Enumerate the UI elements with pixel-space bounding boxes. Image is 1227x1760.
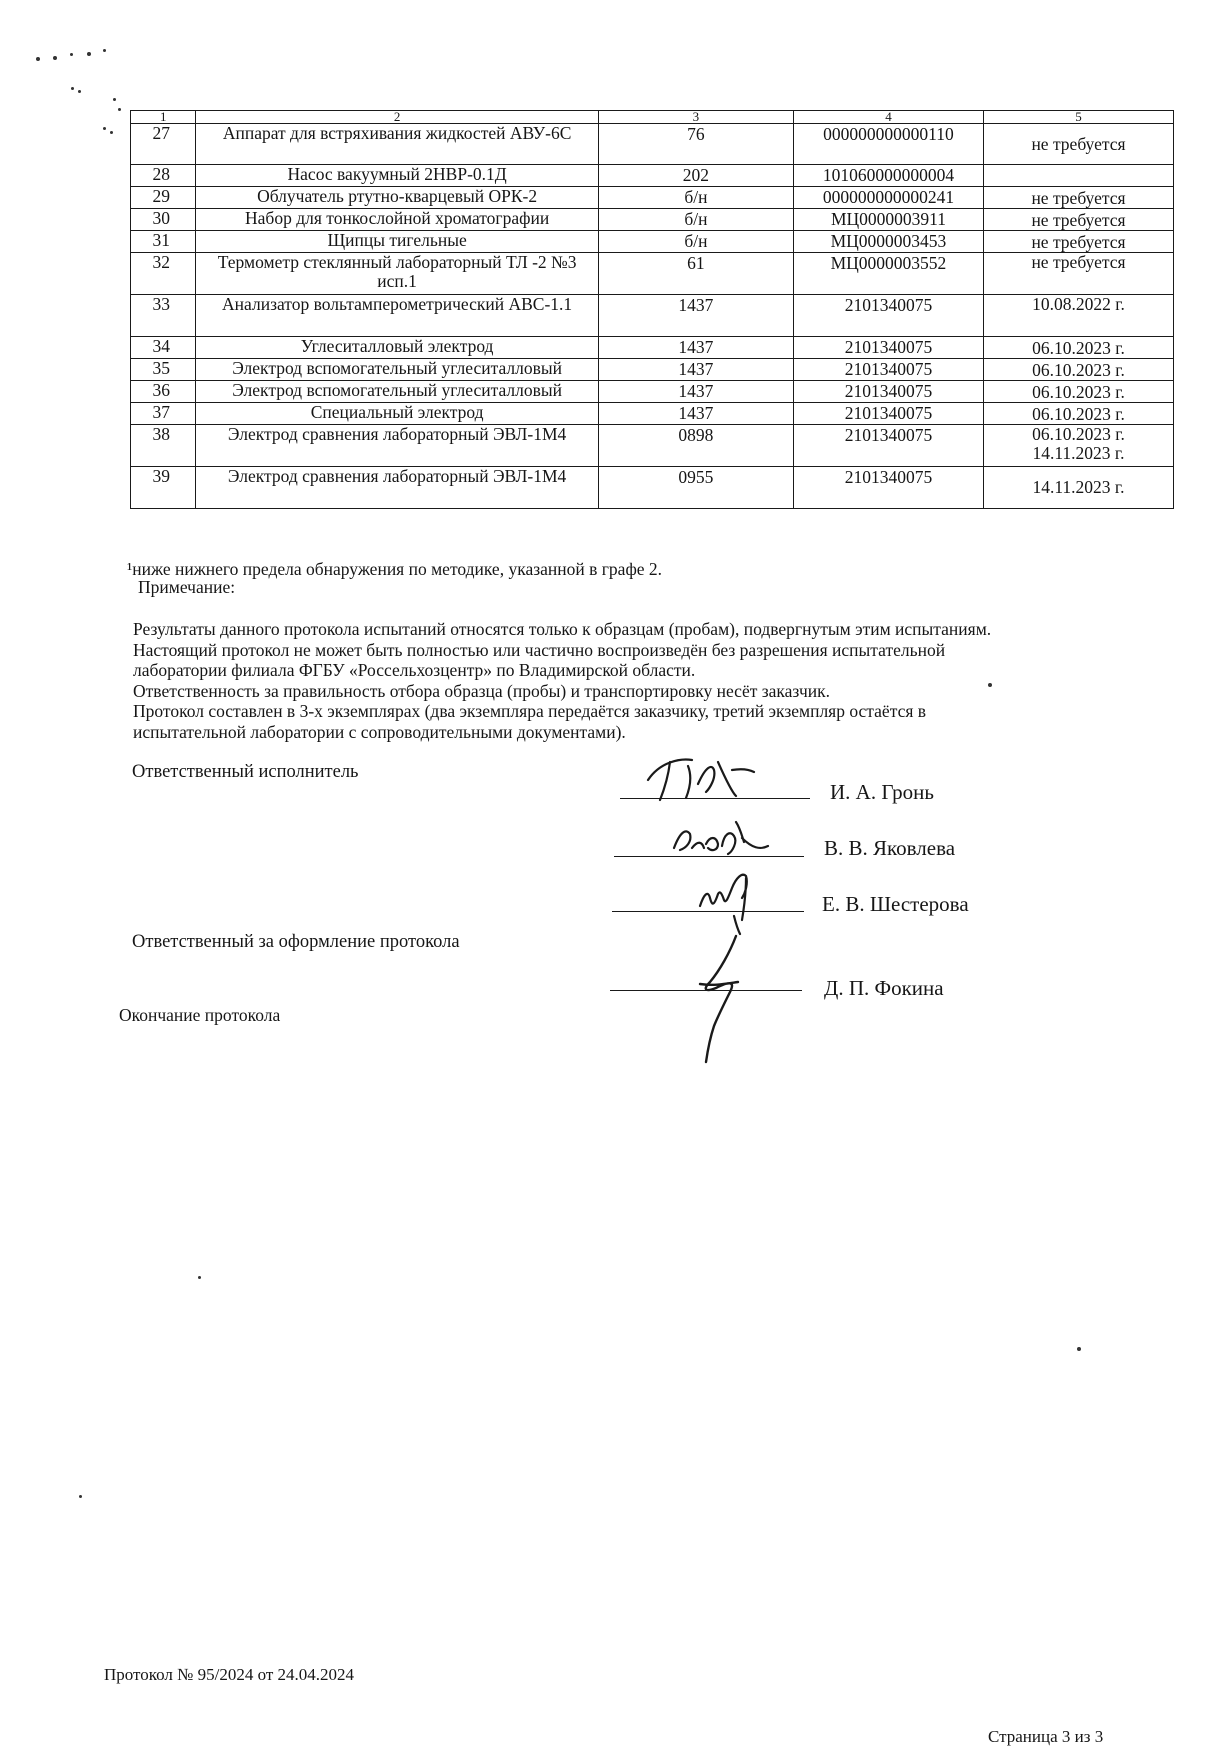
- protocol-footer: Протокол № 95/2024 от 24.04.2024: [104, 1665, 355, 1684]
- equipment-table: [130, 110, 1174, 509]
- signer-name: Е. В. Шестерова: [822, 892, 969, 916]
- col5-value: не требуется: [983, 187, 1173, 209]
- note-line: Результаты данного протокола испытаний относятся только к образцам (пробам), подвергнутым этим испытаниям.: [133, 619, 992, 639]
- table-row: [131, 165, 1174, 187]
- table-row: [131, 209, 1174, 231]
- equipment-name: Набор для тонкослойной хроматографии: [196, 209, 598, 231]
- col4-value: 2101340075: [793, 403, 983, 425]
- col3-value: б/н: [598, 187, 793, 209]
- scan-speck: [110, 131, 113, 134]
- footnote: ¹ниже нижнего предела обнаружения по методике, указанной в графе 2.: [127, 559, 663, 579]
- column-header: 2: [196, 111, 598, 124]
- table-row: [131, 253, 1174, 295]
- col5-value: не требуется: [983, 231, 1173, 253]
- col5-value: 14.11.2023 г.: [983, 467, 1173, 509]
- column-header: 1: [131, 111, 196, 124]
- col4-value: МЦ0000003453: [793, 231, 983, 253]
- page-number: Страница 3 из 3: [988, 1727, 1104, 1746]
- equipment-name: Специальный электрод: [196, 403, 598, 425]
- equipment-name: Электрод сравнения лабораторный ЭВЛ-1М4: [196, 467, 598, 509]
- row-number: 27: [131, 124, 196, 165]
- col5-value: [983, 165, 1173, 187]
- col4-value: МЦ0000003552: [793, 253, 983, 295]
- col5-value: 06.10.2023 г.: [983, 403, 1173, 425]
- scan-speck: [79, 1495, 82, 1498]
- row-number: 33: [131, 295, 196, 337]
- col4-value: 2101340075: [793, 381, 983, 403]
- scan-speck: [118, 108, 121, 111]
- scan-speck: [1077, 1347, 1081, 1351]
- equipment-name: Аппарат для встряхивания жидкостей АВУ-6С: [196, 124, 598, 165]
- col4-value: 000000000000110: [793, 124, 983, 165]
- col3-value: б/н: [598, 231, 793, 253]
- equipment-name: Щипцы тигельные: [196, 231, 598, 253]
- column-header: 5: [983, 111, 1173, 124]
- row-number: 35: [131, 359, 196, 381]
- scan-speck: [78, 90, 81, 93]
- equipment-name: Электрод вспомогательный углеситалловый: [196, 381, 598, 403]
- col3-value: 0898: [598, 425, 793, 467]
- col3-value: 1437: [598, 403, 793, 425]
- col5-value: 06.10.2023 г.: [983, 381, 1173, 403]
- row-number: 37: [131, 403, 196, 425]
- col3-value: 1437: [598, 337, 793, 359]
- col3-value: 1437: [598, 381, 793, 403]
- signer-name: И. А. Гронь: [830, 780, 934, 804]
- col4-value: 2101340075: [793, 295, 983, 337]
- scan-speck: [103, 49, 106, 52]
- col5-value: 06.10.2023 г.: [983, 359, 1173, 381]
- equipment-name: Электрод вспомогательный углеситалловый: [196, 359, 598, 381]
- col4-value: 2101340075: [793, 425, 983, 467]
- row-number: 30: [131, 209, 196, 231]
- scan-speck: [53, 56, 57, 60]
- col4-value: 000000000000241: [793, 187, 983, 209]
- equipment-name: Анализатор вольтамперометрический АВС-1.1: [196, 295, 598, 337]
- row-number: 32: [131, 253, 196, 295]
- row-number: 36: [131, 381, 196, 403]
- col3-value: 0955: [598, 467, 793, 509]
- executor-role-label: Ответственный исполнитель: [132, 762, 359, 782]
- scan-speck: [988, 683, 992, 687]
- col5-value: [983, 425, 1173, 467]
- scan-speck: [113, 98, 116, 101]
- col3-value: 202: [598, 165, 793, 187]
- col3-value: б/н: [598, 209, 793, 231]
- col3-value: 1437: [598, 359, 793, 381]
- col4-value: 2101340075: [793, 337, 983, 359]
- equipment-name: Насос вакуумный 2НВР-0.1Д: [196, 165, 598, 187]
- row-number: 31: [131, 231, 196, 253]
- signer-name: В. В. Яковлева: [824, 836, 956, 860]
- signature-gron: [640, 740, 780, 810]
- equipment-name: Углеситалловый электрод: [196, 337, 598, 359]
- signer-name: Д. П. Фокина: [824, 976, 944, 1000]
- col3-value: 76: [598, 124, 793, 165]
- table-row: [131, 187, 1174, 209]
- scan-speck: [70, 53, 73, 56]
- table-row: [131, 467, 1174, 509]
- col5-value-line: 06.10.2023 г.: [1032, 424, 1125, 444]
- row-number: 39: [131, 467, 196, 509]
- note-line: Протокол составлен в 3-х экземплярах (два экземпляра передаётся заказчику, третий экземпляр остаётся в: [133, 701, 927, 721]
- table-row: [131, 337, 1174, 359]
- col5-value: 06.10.2023 г.: [983, 337, 1173, 359]
- scan-speck: [87, 52, 91, 56]
- scan-speck: [71, 87, 74, 90]
- table-row: [131, 295, 1174, 337]
- table-row: [131, 231, 1174, 253]
- equipment-name: Электрод сравнения лабораторный ЭВЛ-1М4: [196, 425, 598, 467]
- col4-value: МЦ0000003911: [793, 209, 983, 231]
- end-of-protocol: Окончание протокола: [119, 1005, 281, 1025]
- row-number: 28: [131, 165, 196, 187]
- note-line: Настоящий протокол не может быть полностью или частично воспроизведён без разрешения испытательной: [133, 640, 946, 660]
- table-header-row: [131, 111, 1174, 124]
- col5-value: не требуется: [983, 253, 1173, 295]
- table-row: [131, 359, 1174, 381]
- column-header: 4: [793, 111, 983, 124]
- signature-shesterova: [690, 858, 780, 938]
- formatter-role-label: Ответственный за оформление протокола: [132, 932, 460, 952]
- scan-speck: [36, 57, 40, 61]
- col4-value: 2101340075: [793, 359, 983, 381]
- table-row: [131, 381, 1174, 403]
- row-number: 38: [131, 425, 196, 467]
- note-line: Ответственность за правильность отбора образца (пробы) и транспортировку несёт заказчик.: [133, 681, 831, 701]
- scan-speck: [198, 1276, 201, 1279]
- col4-value: 2101340075: [793, 467, 983, 509]
- table-row: [131, 425, 1174, 467]
- col4-value: 101060000000004: [793, 165, 983, 187]
- table-row: [131, 124, 1174, 165]
- col3-value: 61: [598, 253, 793, 295]
- col5-value: не требуется: [983, 124, 1173, 165]
- table-row: [131, 403, 1174, 425]
- col5-value: не требуется: [983, 209, 1173, 231]
- col3-value: 1437: [598, 295, 793, 337]
- equipment-name: Облучатель ртутно-кварцевый ОРК-2: [196, 187, 598, 209]
- scan-speck: [103, 127, 106, 130]
- note-line: испытательной лаборатории с сопроводительными документами).: [133, 722, 626, 742]
- equipment-name: Термометр стеклянный лабораторный ТЛ -2 №3 исп.1: [196, 253, 598, 295]
- signature-fokina: [680, 930, 770, 1070]
- column-header: 3: [598, 111, 793, 124]
- col5-value: 10.08.2022 г.: [983, 295, 1173, 337]
- note-title: Примечание:: [138, 577, 236, 597]
- col5-extra-value: 14.11.2023 г.: [1032, 443, 1125, 463]
- note-line: лаборатории филиала ФГБУ «Россельхозцентр» по Владимирской области.: [133, 660, 696, 680]
- row-number: 29: [131, 187, 196, 209]
- row-number: 34: [131, 337, 196, 359]
